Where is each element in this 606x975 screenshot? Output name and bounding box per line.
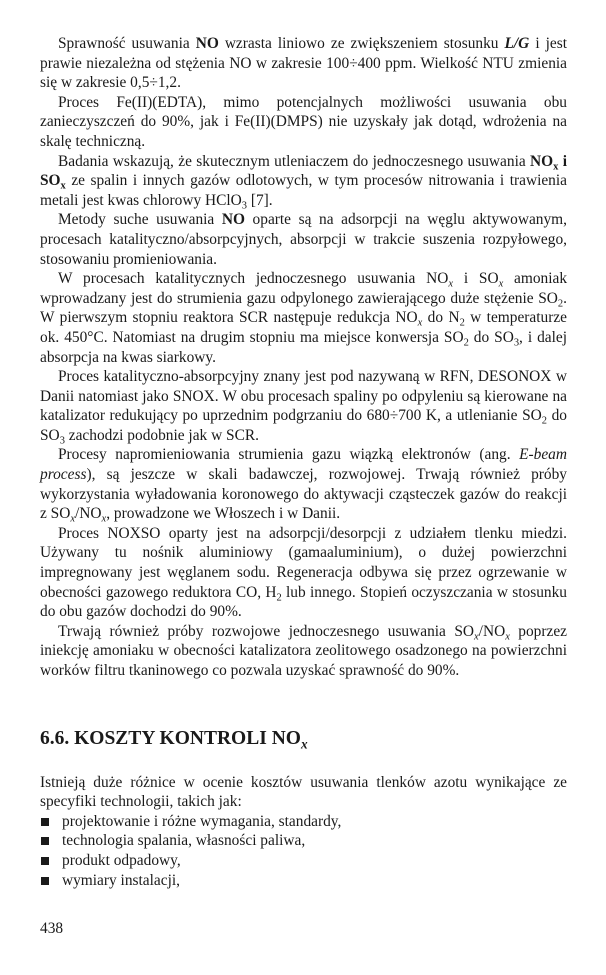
- text: do SO: [468, 328, 514, 346]
- factor-list: [40, 812, 567, 890]
- section-heading: [40, 727, 567, 751]
- text: Proces katalityczno-absorpcyjny znany jest pod nazywaną w RFN, DESONOX w Danii natomiast jako SNOX. W obu procesach spaliny po odpyleniu są kierowane na katalizator redukujący po uprzednim podgrzaniu do 680÷700 K, a utlenianie SO: [40, 368, 567, 425]
- text: amoniak wprowadzany jest do strumienia gazu odpylonego zawierającego duże stężenie SO: [40, 270, 568, 307]
- subscript: 2: [276, 592, 282, 604]
- text: Procesy napromieniowania strumienia gazu wiązką elektronów (ang.: [58, 446, 520, 464]
- subscript: x: [300, 736, 308, 752]
- list-item-text: technologia spalania, własności paliwa,: [62, 832, 306, 850]
- chem-no: NO: [195, 35, 219, 52]
- section-intro: Istnieją duże różnice w ocenie kosztów usuwania tlenków azotu wynikające ze specyfiki technologii, takich jak:: [40, 773, 567, 811]
- square-bullet-icon: [41, 818, 49, 826]
- paragraph-dry-methods: [40, 210, 567, 269]
- list-item-text: wymiary instalacji,: [62, 871, 180, 889]
- subscript: 2: [557, 298, 564, 310]
- paragraph-noxso: [40, 524, 567, 622]
- text: W procesach katalitycznych jednoczesnego usuwania NO: [58, 270, 449, 288]
- text: Proces NOXSO oparty jest na adsorpcji/desorpcji z udziałem tlenku miedzi. Używany tu nośnik aluminiowy (gamaaluminium), o dużej powierzchni impregnowany jest węglanem sodu. Regeneracja odbywa się przez ogrzewanie w obecności gazowego reduktora CO, H: [40, 524, 567, 601]
- paragraph-desonox: [40, 367, 567, 445]
- list-item: [40, 871, 567, 891]
- text: do SO: [40, 407, 567, 444]
- text: i: [558, 152, 568, 170]
- subscript: x: [448, 278, 454, 290]
- subscript: x: [498, 278, 504, 290]
- heading-text: 6.6. KOSZTY KONTROLI NO: [40, 727, 301, 749]
- text: poprzez iniekcję amoniaku w obecności katalizatora zeolitowego osadzonego na powierzchni worków filtru tkaninowego co pozwala uzyskać sprawność do 90%.: [40, 622, 568, 679]
- square-bullet-icon: [41, 857, 49, 865]
- subscript: x: [101, 513, 107, 525]
- paragraph-zeolite: [40, 622, 567, 681]
- text: do N: [422, 309, 460, 327]
- paragraph-catalytic: [40, 269, 567, 367]
- citation: [7].: [247, 191, 273, 209]
- text: ), są jeszcze w skali badawczej, rozwojowej. Trwają również próby wykorzystania wyładowania koronowego do aktywacji cząsteczek gazów do reakcji z SO: [40, 466, 567, 523]
- emphasis: E-beam process: [40, 446, 567, 484]
- list-item-text: produkt odpadowy,: [62, 851, 181, 869]
- subscript: x: [70, 513, 76, 525]
- text: ze spalin i innych gazów odlotowych, w tym procesów nitrowania i trawienia metali jest kwas chlorowy HClO: [40, 172, 567, 209]
- square-bullet-icon: [41, 877, 49, 885]
- text: w temperaturze ok. 450°C. Natomiast na drugim stopniu ma miejsce konwersja SO: [40, 309, 567, 346]
- text: . W pierwszym stopniu reaktora SCR następuje redukcja NO: [40, 289, 567, 327]
- text: /NO: [478, 622, 506, 640]
- subscript: 2: [459, 317, 465, 329]
- chem-no: NO: [221, 211, 245, 229]
- list-item: [40, 831, 567, 851]
- text: zachodzi podobnie jak w SCR.: [64, 426, 259, 444]
- text: lub innego. Stopień oczyszczania w stosunku do obu gazów dochodzi do 90%.: [40, 583, 567, 621]
- subscript: x: [60, 180, 66, 192]
- subscript: 3: [513, 337, 520, 349]
- square-bullet-icon: [41, 837, 49, 845]
- subscript: x: [505, 631, 510, 643]
- subscript: 3: [241, 200, 247, 212]
- text: Badania wskazują, że skutecznym utleniaczem do jednoczesnego usuwania: [58, 152, 531, 170]
- text: wzrasta liniowo ze zwiększeniem stosunku: [218, 35, 505, 52]
- subscript: x: [474, 631, 479, 643]
- text: Sprawność usuwania: [58, 35, 196, 52]
- subscript: 2: [541, 415, 548, 427]
- text: Trwają również próby rozwojowe jednoczesnego usuwania SO: [58, 622, 475, 640]
- document-page: [40, 34, 567, 890]
- text: Metody suche usuwania: [58, 211, 222, 229]
- paragraph-no-efficiency: [40, 34, 567, 93]
- subscript: 3: [59, 435, 65, 447]
- subscript: x: [417, 317, 423, 329]
- page-number: 438: [40, 920, 64, 937]
- paragraph-e-beam: [40, 445, 567, 523]
- list-item: [40, 812, 567, 832]
- text: , i dalej absorpcja na kwas siarkowy.: [40, 328, 568, 366]
- chem-so: SO: [40, 172, 61, 190]
- chem-no: NO: [530, 152, 554, 170]
- text: /NO: [75, 505, 102, 523]
- subscript: 2: [463, 337, 469, 349]
- subscript: x: [553, 161, 559, 173]
- list-item: [40, 851, 567, 871]
- paragraph-hclo3: [40, 152, 567, 211]
- text: oparte są na adsorpcji na węglu aktywowanym, procesach katalityczno/absorpcyjnych, absorpcji w trakcie suszenia rozpyłowego, stosowaniu promieniowania.: [40, 211, 567, 268]
- ratio-lg: L/G: [504, 35, 530, 52]
- text: i jest prawie niezależna od stężenia NO w zakresie 100÷400 ppm. Wielkość NTU zmienia się w zakresie 0,5÷1,2.: [40, 35, 567, 92]
- text: i SO: [453, 270, 499, 288]
- paragraph-fe-edta: Proces Fe(II)(EDTA), mimo potencjalnych możliwości usuwania obu zanieczyszczeń do 90%, jak i Fe(II)(DMPS) nie uzyskały jak dotąd, wdrożenia na skalę techniczną.: [40, 93, 567, 150]
- list-item-text: projektowanie i różne wymagania, standardy,: [62, 812, 342, 830]
- text: , prowadzone we Włoszech i w Danii.: [106, 505, 341, 523]
